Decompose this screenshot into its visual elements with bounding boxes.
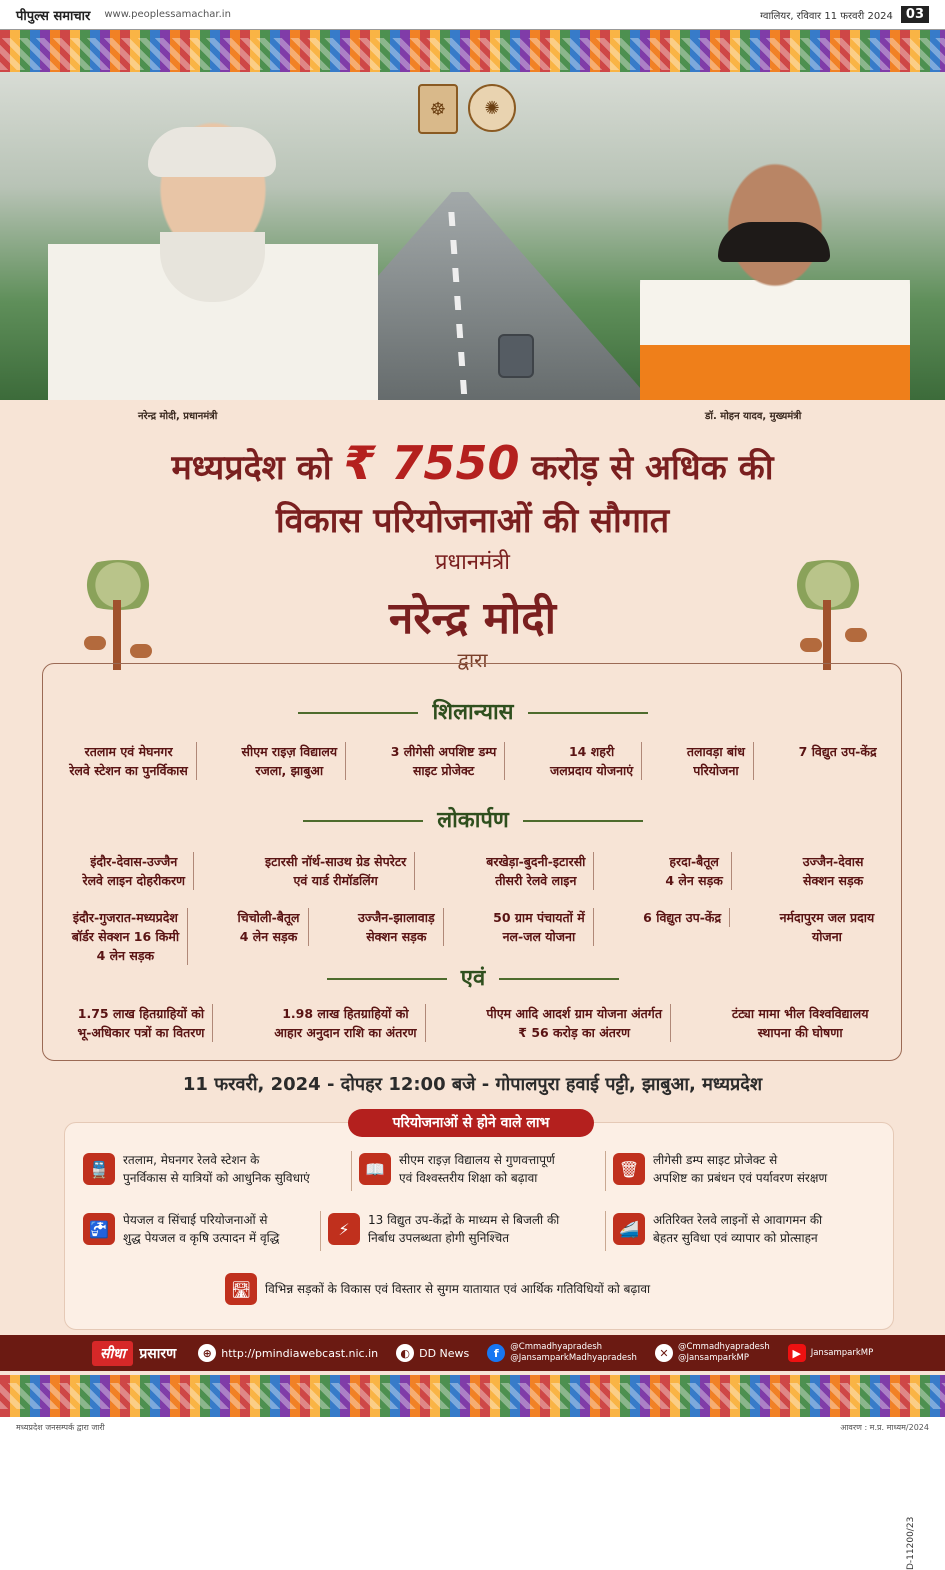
globe-icon: ⊕	[198, 1344, 216, 1362]
youtube-icon: ▶	[788, 1344, 806, 1362]
issuer-credit: मध्यप्रदेश जनसम्पर्क द्वारा जारी	[16, 1423, 105, 1432]
lokarpan-item: इंदौर-गुजरात-मध्यप्रदेश बॉर्डर सेक्शन 16 किमी 4 लेन सड़क	[64, 908, 188, 965]
tree-trunk	[113, 600, 121, 670]
facebook-icon: f	[487, 1344, 505, 1362]
monkey-illustration	[800, 638, 822, 652]
dd-news-link[interactable]: ◐ DD News	[396, 1344, 469, 1362]
caption-cm: डॉ. मोहन यादव, मुख्यमंत्री	[705, 411, 802, 422]
benefit-item: 🚰 पेयजल व सिंचाई परियोजनाओं से शुद्ध पेयजल व कृषि उत्पादन में वृद्धि	[83, 1211, 279, 1247]
headline-post: करोड़ से अधिक की	[531, 448, 774, 488]
shilanyas-item: सीएम राइज़ विद्यालय रजला, झाबुआ	[234, 742, 347, 780]
pm-label: प्रधानमंत्री	[435, 550, 510, 575]
divider	[351, 1151, 352, 1191]
power-tower-icon: ⚡	[328, 1213, 360, 1245]
benefit-item: 🛣 विभिन्न सड़कों के विकास एवं विस्तार से सुगम यातायात एवं आर्थिक गतिविधियों को बढ़ावा	[225, 1273, 650, 1305]
tree-illustration-right	[768, 560, 888, 670]
ad-code: D-11200/23	[906, 1516, 916, 1570]
lokarpan-item: बरखेड़ा-बुदनी-इटारसी तीसरी रेलवे लाइन	[478, 852, 594, 890]
event-details: 11 फरवरी, 2024 - दोपहर 12:00 बजे - गोपालपुरा हवाई पट्टी, झाबुआ, मध्यप्रदेश	[182, 1074, 763, 1095]
lokarpan-row-1	[43, 852, 903, 890]
dustbin-icon: 🗑	[613, 1153, 645, 1185]
portrait-cm	[640, 150, 910, 400]
projects-box	[42, 663, 902, 1061]
caption-pm: नरेन्द्र मोदी, प्रधानमंत्री	[138, 411, 218, 422]
benefits-title: परियोजनाओं से होने वाले लाभ	[348, 1109, 594, 1137]
benefit-item: 🚄 अतिरिक्त रेलवे लाइनों से आवागमन की बेहतर सुविधा एवं व्यापार को प्रोत्साहन	[613, 1211, 822, 1247]
webcast-link[interactable]: ⊕ http://pmindiawebcast.nic.in	[198, 1344, 378, 1362]
benefit-item: 🚆 रतलाम, मेघनगर रेलवे स्टेशन के पुनर्विकास से यात्रियों को आधुनिक सुविधाएं	[83, 1151, 310, 1187]
headline-pre: मध्यप्रदेश को	[171, 448, 332, 488]
lokarpan-item: उज्जैन-देवास सेक्शन सड़क	[802, 854, 864, 888]
x-icon: ✕	[655, 1344, 673, 1362]
broadcast-strip	[0, 1335, 945, 1371]
section-title-shilanyas: शिलान्यास	[43, 696, 903, 726]
monkey-illustration	[845, 628, 867, 642]
car-image	[498, 334, 534, 378]
decorative-border-top	[0, 30, 945, 78]
section-title-evam: एवं	[43, 962, 903, 992]
evam-row	[43, 1004, 903, 1042]
portrait-pm-hair	[148, 127, 276, 177]
design-credit: आवरण : म.प्र. माध्यम/2024	[840, 1423, 929, 1432]
page-number: 03	[901, 6, 929, 23]
benefits-box	[64, 1115, 894, 1330]
hero-image	[0, 72, 945, 400]
lokarpan-item: हरदा-बैतूल 4 लेन सड़क	[657, 852, 732, 890]
lokarpan-item: इटारसी नॉर्थ-साउथ ग्रेड सेपरेटर एवं यार्ड रीमॉडलिंग	[257, 852, 415, 890]
shilanyas-item: 3 लीगेसी अपशिष्ट डम्प साइट प्रोजेक्ट	[383, 742, 506, 780]
benefit-item: ⚡ 13 विद्युत उप-केंद्रों के माध्यम से बिजली की निर्बाध उपलब्धता होगी सुनिश्चित	[328, 1211, 559, 1247]
dd-news-icon: ◐	[396, 1344, 414, 1362]
lokarpan-item: 6 विद्युत उप-केंद्र	[635, 908, 730, 927]
bottom-credits	[0, 1418, 945, 1445]
broadcast-label: प्रसारण	[139, 1345, 177, 1362]
evam-item: टंट्या मामा भील विश्वविद्यालय स्थापना की घोषणा	[731, 1006, 869, 1040]
divider	[605, 1151, 606, 1191]
issue-date: ग्वालियर, रविवार 11 फरवरी 2024	[760, 10, 893, 22]
youtube-link[interactable]: ▶ JansamparkMP	[788, 1344, 874, 1362]
railway-icon: 🚄	[613, 1213, 645, 1245]
monkey-illustration	[84, 636, 106, 650]
national-emblem-icon: ☸	[418, 84, 458, 134]
x-link[interactable]: ✕ @Cmmadhyapradesh @JansamparkMP	[655, 1342, 770, 1364]
divider	[605, 1211, 606, 1251]
emblems	[418, 84, 516, 134]
evam-item: 1.75 लाख हितग्राहियों को भू-अधिकार पत्रों का वितरण	[69, 1004, 213, 1042]
evam-item: 1.98 लाख हितग्राहियों को आहार अनुदान राशि का अंतरण	[266, 1004, 425, 1042]
tree-trunk	[823, 600, 831, 670]
section-title-lokarpan: लोकार्पण	[43, 804, 903, 834]
evam-item: पीएम आदि आदर्श ग्राम योजना अंतर्गत ₹ 56 करोड़ का अंतरण	[478, 1004, 671, 1042]
newspaper-url[interactable]: www.peoplessamachar.in	[104, 9, 231, 20]
headline-amount: ₹ 7550	[343, 436, 520, 490]
masthead	[0, 0, 945, 30]
lokarpan-item: 50 ग्राम पंचायतों में नल-जल योजना	[485, 908, 594, 946]
train-icon: 🚆	[83, 1153, 115, 1185]
monkey-illustration	[130, 644, 152, 658]
divider	[320, 1211, 321, 1251]
lokarpan-item: उज्जैन-झालावाड़ सेक्शन सड़क	[350, 908, 444, 946]
shilanyas-item: 14 शहरी जलप्रदाय योजनाएं	[542, 742, 642, 780]
live-badge: सीधा	[92, 1341, 133, 1366]
benefit-item: 🗑 लीगेसी डम्प साइट प्रोजेक्ट से अपशिष्ट का प्रबंधन एवं पर्यावरण संरक्षण	[613, 1151, 827, 1187]
headline-line-1	[0, 436, 945, 490]
facebook-link[interactable]: f @Cmmadhyapradesh @JansamparkMadhyapradesh	[487, 1342, 637, 1364]
lokarpan-item: इंदौर-देवास-उज्जैन रेलवे लाइन दोहरीकरण	[74, 852, 194, 890]
shilanyas-item: रतलाम एवं मेघनगर रेलवे स्टेशन का पुनर्विकास	[61, 742, 197, 780]
portrait-cm-hair	[718, 222, 830, 262]
tree-illustration-left	[58, 560, 178, 670]
lokarpan-row-2	[43, 908, 903, 965]
shilanyas-item: तलावड़ा बांध परियोजना	[679, 742, 754, 780]
lokarpan-item: चिचोली-बैतूल 4 लेन सड़क	[230, 908, 309, 946]
road-icon: 🛣	[225, 1273, 257, 1305]
book-icon: 📖	[359, 1153, 391, 1185]
by-label: द्वारा	[457, 648, 488, 672]
shilanyas-item: 7 विद्युत उप-केंद्र	[798, 744, 877, 759]
lokarpan-item: नर्मदापुरम जल प्रदाय योजना	[779, 910, 875, 944]
decorative-border-bottom	[0, 1375, 945, 1417]
pm-name: नरेन्द्र मोदी	[388, 593, 557, 644]
benefit-item: 📖 सीएम राइज़ विद्यालय से गुणवत्तापूर्ण एवं विश्वस्तरीय शिक्षा को बढ़ावा	[359, 1151, 555, 1187]
headline-line-2: विकास परियोजनाओं की सौगात	[275, 501, 670, 541]
newspaper-brand: पीपुल्स समाचार	[16, 8, 91, 24]
mp-govt-logo-icon: ✺	[468, 84, 516, 132]
shilanyas-row	[43, 742, 903, 780]
water-tap-icon: 🚰	[83, 1213, 115, 1245]
